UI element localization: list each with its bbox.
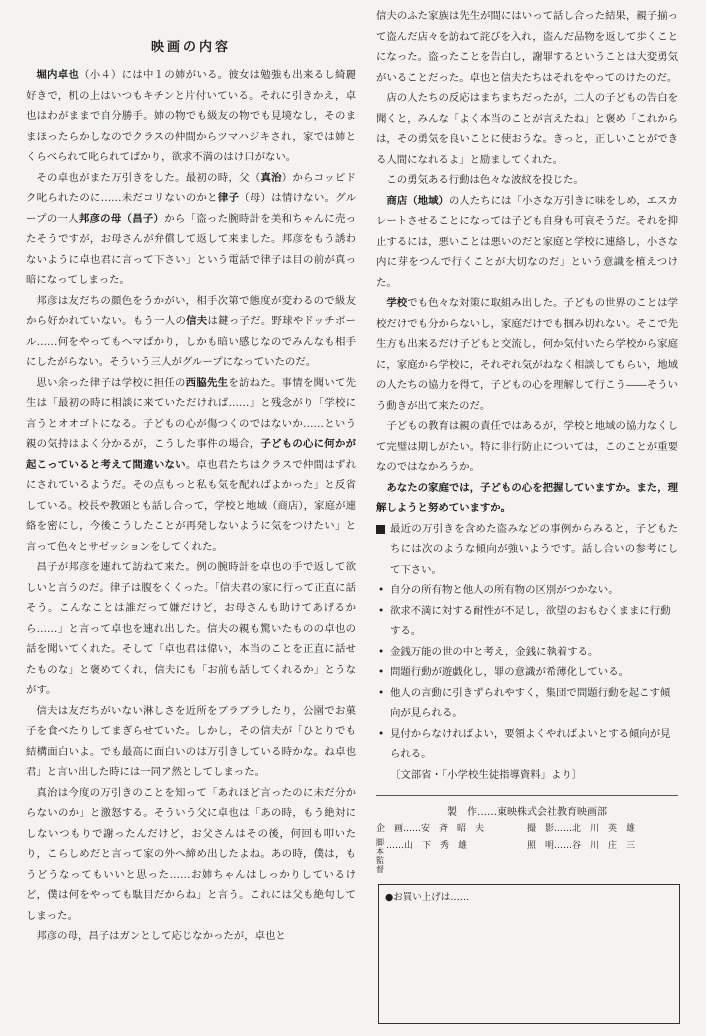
tendency-list xyxy=(376,580,678,765)
paragraph-r3: この勇気ある行動は色々な波紋を投じた。 xyxy=(386,174,584,186)
divider xyxy=(376,795,678,796)
name-takuya: 堀内卓也 xyxy=(36,69,80,81)
credit-camera: 撮 影……北 川 英 雄 xyxy=(527,824,636,834)
emphasis-text: 子どもの心に何かが起こっていると考えて間違いない xyxy=(26,438,357,471)
list-item: • 見付からなければよい，要領よくやればよいとする傾向が見られる。 xyxy=(376,724,678,765)
tendency-lead-text: 最近の万引きを含めた盗みなどの事例からみると，子どもたちには次のような傾向が強いようです。話し合いの参考にして下さい。 xyxy=(390,522,678,576)
order-box-label: ●お買い上げは…… xyxy=(385,892,470,903)
credit-row-1 xyxy=(376,821,678,838)
paragraph-r5: 学校でも色々な対策に取組み出した。子どもの世界のことは学校だけでも分からないし，家庭だけでも掴み切れない。そこで先生方も出来るだけ子どもと交流し，何か気付いたら学校から家庭に，家庭から学校に，それぞれ気がねなく相談してもらい，地域の人たちの協力を得て，子どもの心を理解して行こう――そういう動きが出て来たのだ。 xyxy=(376,297,679,412)
paragraph-8: 邦彦の母，昌子はガンとして応じなかったが，卓也と xyxy=(36,930,286,942)
credit-director: 脚本 監督……山 下 秀 雄 xyxy=(376,838,468,874)
paragraph-r1: 信夫のふた家族は先生が間にはいって話し合った結果，親子揃って盗んだ店々を訪ねて詫びを入れ，盗んだ品物を返して歩くことになった。盗ったことを告白し，謝罪するということは大変勇気がいることだった。卓也と信夫たちはそれをやってのけたのだ。 xyxy=(376,10,678,84)
paragraph-3: 邦彦は友だちの顔色をうかがい，相手次第で態度が変わるので級友から好かれていない。もう一人の信夫は鍵っ子だ。野球やドッチボール……何をやってもヘマばかり，しかも暗い感じなのでみんなも相手にしたがらない。そういう三人がグループになっていたのだ。 xyxy=(26,294,357,368)
paragraph-r2: 店の人たちの反応はまちまちだったが，二人の子どもの告白を聞くと，みんな「よく本当のことが言えたね」と褒め「これからは，その勇気を良いことに使おうな。きっと，正しいことができる人間になれるよ」と励ましてくれた。 xyxy=(376,92,678,166)
paragraph-6: 信夫は友だちがいない淋しさを近所をブラブラしたり，公園でお菓子を食べたりしてまぎらせていた。しかし，その信夫が「ひとりでも結構面白いよ。でも最高に面白いのは万引きしている時かな。ね卓也君」と言い出した時には一同ア然としてしまった。 xyxy=(26,704,356,778)
name-shinji: 真治 xyxy=(260,171,282,184)
paragraph-7: 真治は今度の万引きのことを知って「あれほど言ったのに未だ分からないのか」と激怒する。そういう父に卓也は「あの時，もう絶対にしないつもりで謝ったんだけど，お父さんはその後，何回も叩いたり，こらしめだと言って家の外へ締め出したよね。あの時，僕は，もうどうなってもいいと思った……お姉ちゃんはしっかりしているけど，僕は何をやっても駄目だからね」と言う。これには父も絶句してしまった。 xyxy=(26,786,356,922)
name-masako: 邦彦の母（昌子） xyxy=(78,212,165,225)
page-title: 映画の内容 xyxy=(150,40,231,55)
list-item: • 他人の言動に引きずられやすく，集団で問題行動を起こす傾向が見られる。 xyxy=(376,683,678,724)
order-box xyxy=(378,884,680,1024)
list-item: • 欲求不満に対する耐性が不足し，欲望のおもむくままに行動する。 xyxy=(376,601,678,642)
right-column xyxy=(376,6,678,874)
tendency-lead xyxy=(376,519,678,581)
paragraph-4: 思い余った律子は学校に担任の西脇先生を訪ねた。事情を聞いて先生は「最初の時に相談に来ていただければ……」と残念がり「学校に言うとオオゴトになる。子どもの心が傷つくのではないか……という親の気持はよく分かるが，こうした事件の場合，子どもの心に何かが起こっていると考えて間違いない。卓也君たちはクラスで仲間はずれにされているようだ。その点もっと私も気を配ればよかった」と反省している。校長や教頭とも話し合って，学校と地域（商店），家庭が連絡を密にし，今後こうしたことが再発しないように気をつけたい」と言って色々とサゼッションをしてくれた。 xyxy=(26,376,357,553)
paragraph-5: 昌子が邦彦を連れて訪ねて来た。例の腕時計を卓也の手で返して欲しいと言うのだ。律子は腹をくくった。「信夫君の家に行って正直に話そう。こんなことは誰だって嫌だけど，お母さんも助けてあげるから……」と言って卓也を連れ出した。信夫の親も驚いたものの卓也の話を聞いてくれた。そして「卓也君は偉い，本当のことを正直に話せたものな」と褒めてくれ，信夫にも「お前も話してくれるか」とうながす。 xyxy=(26,561,356,696)
credit-lighting: 照 明……谷 川 庄 三 xyxy=(527,841,636,851)
credit-row-2 xyxy=(376,838,678,874)
paragraph-r4: 商店（地域）の人たちには「小さな万引きに味をしめ，エスカレートさせることになっては子ども自身も可哀そうだ。それを抑止するには，悪いことは悪いのだと家庭と学校に連絡し，小さな内に芽をつんで行くことが大切なのだ」という意識を植えつけた。 xyxy=(376,194,678,289)
list-item: • 自分の所有物と他人の所有物の区別がつかない。 xyxy=(376,580,678,601)
left-column xyxy=(26,36,356,947)
name-nobuo: 信夫 xyxy=(186,315,208,327)
name-ritsuko: 律子 xyxy=(217,192,240,204)
credit-production: 製 作……東映株式会社教育映画部 xyxy=(447,807,607,818)
paragraph-r6: 子どもの教育は親の責任ではあるが，学校と地域の協力なくして完璧は期しがたい。特に非行防止については，このことが重要なのではなかろうか。 xyxy=(376,420,678,473)
credits xyxy=(376,804,678,874)
list-item: • 問題行動が遊戯化し，罪の意識が希薄化している。 xyxy=(376,662,678,683)
paragraph-r7: あなたの家庭では，子どもの心を把握していますか。また，理解しようと努めていますか。 xyxy=(376,481,678,514)
source-note: 〔文部省・「小学校生徒指導資料」より〕 xyxy=(390,768,583,781)
paragraph-2: その卓也がまた万引きをした。最初の時，父（真治）からコッピドク叱られたのに……未だコリないのかと律子（母）は情けない。グループの一人邦彦の母（昌子）から「盗った腕時計を美和ちゃんに売ったそうですが，お母さんが弁償して返して来ました。邦彦をもう誘わないように卓也君に言って下さい」という電話で律子は目の前が真っ暗になってしまった。 xyxy=(26,171,357,286)
label-gakko: 学校 xyxy=(386,297,408,309)
name-nishiwaki: 西脇先生 xyxy=(185,376,229,389)
credit-planning: 企 画……安 斉 昭 夫 xyxy=(376,824,485,834)
paragraph-1: 堀内卓也（小４）には中１の姉がいる。彼女は勉強も出来るし綺麗好きで，机の上はいつもキチンと片付いている。それに引きかえ，卓也はわがままで自分勝手。姉の物でも級友の物でも見境なし，そのままほったらかしなのでクラスの仲間からツマハジキされ，家では姉とくらべられて叱られてばかり，欲求不満のはけ口がない。 xyxy=(26,69,357,163)
list-item: • 金銭万能の世の中と考え，金銭に執着する。 xyxy=(376,642,678,663)
square-bullet-icon xyxy=(376,525,385,534)
label-shoten: 商店（地域） xyxy=(386,194,449,207)
